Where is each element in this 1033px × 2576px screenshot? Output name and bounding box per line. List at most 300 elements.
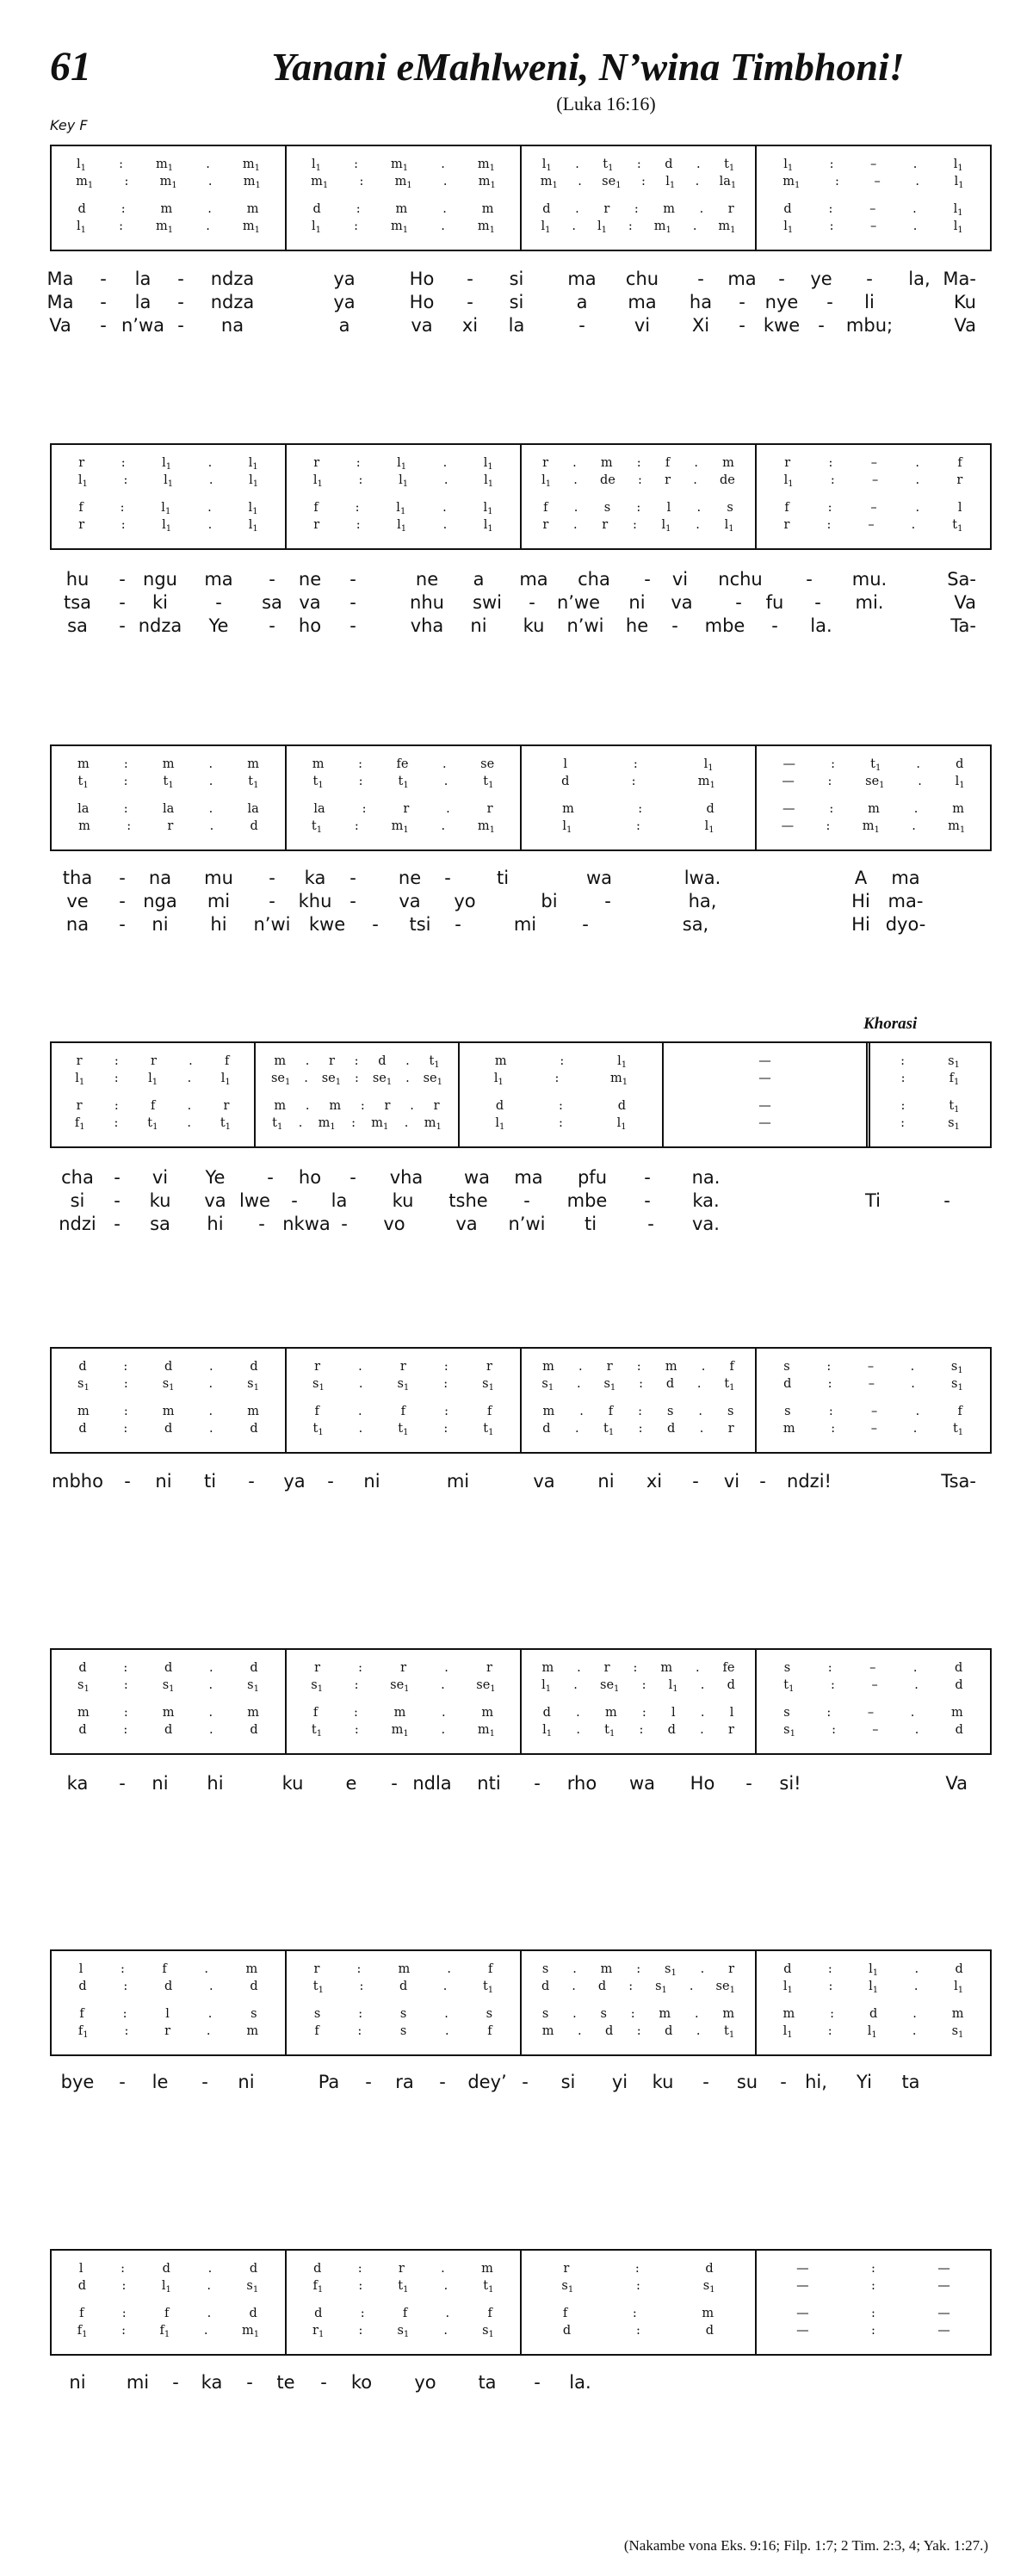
lyric-syllable: Va — [954, 315, 976, 336]
solfa-note: r — [665, 473, 671, 487]
solfa-note: $s_1$ — [247, 1678, 259, 1694]
solfa-note: $s_1$ — [655, 1980, 667, 1995]
solfa-note: : — [114, 1116, 119, 1130]
lyric-line — [50, 615, 992, 639]
solfa-note: . — [912, 2007, 917, 2021]
solfa-note: f — [665, 456, 671, 470]
lyric-syllable: - — [269, 615, 275, 636]
voice-row — [60, 1721, 276, 1739]
solfa-note: d — [666, 1422, 676, 1436]
hymn-number: 61 — [50, 44, 91, 90]
lyric-syllable: ti — [496, 868, 510, 888]
solfa-note: : — [127, 819, 132, 833]
voice-row — [295, 2322, 511, 2339]
solfa-note: $s_1$ — [541, 1377, 554, 1393]
lyric-syllable: bi — [541, 891, 558, 911]
solfa-note: $l_1$ — [484, 473, 494, 489]
solfa-note: : — [121, 2262, 125, 2276]
solfa-note: . — [700, 1706, 705, 1720]
solfa-note: . — [913, 802, 919, 816]
staff-system — [50, 443, 992, 550]
solfa-note: s — [783, 1360, 790, 1374]
solfa-note: : — [123, 1377, 128, 1391]
solfa-note: : — [356, 518, 361, 532]
solfa-note: m — [274, 1099, 287, 1113]
lyric-syllable: ku — [392, 1190, 414, 1211]
solfa-note: : — [828, 1980, 833, 1993]
solfa-note: : — [119, 158, 123, 171]
lyric-syllable: - — [582, 914, 589, 935]
voice-row — [530, 1375, 746, 1393]
solfa-note: m — [562, 802, 574, 816]
solfa-note: . — [187, 1116, 191, 1130]
voice-row — [60, 2023, 276, 2040]
voice-row — [530, 2260, 746, 2277]
solfa-note: $se_1$ — [476, 1678, 496, 1694]
lyric-syllable: - — [739, 315, 745, 336]
solfa-note: . — [443, 2324, 448, 2338]
lyric-syllable: n’we — [556, 592, 601, 613]
solfa-note: $l_1$ — [77, 158, 87, 173]
lyric-syllable: si — [509, 269, 524, 289]
solfa-note: $t_1$ — [952, 1422, 964, 1437]
solfa-note: d — [705, 2262, 714, 2276]
lyric-syllable: sa — [150, 1214, 170, 1234]
solfa-note: . — [915, 501, 920, 515]
voice-row — [530, 1358, 746, 1375]
lyric-syllable: - — [119, 592, 126, 613]
voice-row — [765, 1403, 981, 1420]
solfa-note: $f_1$ — [77, 2024, 89, 2040]
solfa-note: – — [870, 158, 877, 171]
lyric-syllable: vi — [634, 315, 651, 336]
solfa-note: m — [246, 202, 259, 216]
solfa-note: $t_1$ — [724, 158, 735, 173]
voice-row — [295, 156, 511, 173]
lyric-syllable: yo — [414, 2372, 436, 2393]
solfa-note: f — [164, 2307, 170, 2320]
lyric-syllable: la. — [569, 2372, 591, 2393]
solfa-note: f — [314, 1405, 319, 1418]
lyric-syllable: ho — [298, 1167, 322, 1188]
solfa-note: : — [633, 1661, 638, 1675]
solfa-note: . — [443, 473, 448, 487]
lyric-syllable: ra — [395, 2072, 414, 2092]
solfa-note: r — [602, 518, 609, 532]
solfa-note: . — [916, 757, 921, 771]
solfa-note: . — [700, 1723, 704, 1737]
solfa-note: : — [638, 802, 643, 816]
solfa-note: . — [912, 1422, 918, 1436]
solfa-note: r — [313, 456, 320, 470]
lyric-syllable: - — [327, 1471, 334, 1492]
solfa-note: d — [164, 1422, 173, 1436]
solfa-note: . — [208, 775, 213, 788]
voice-row — [295, 218, 511, 235]
solfa-note: d — [164, 1360, 173, 1374]
lyric-syllable: - — [269, 868, 275, 888]
solfa-note: . — [912, 819, 916, 833]
voice-row — [530, 499, 746, 516]
voice-row — [295, 1375, 511, 1393]
solfa-note: r — [727, 1422, 734, 1436]
lyric-syllable: sa — [262, 592, 282, 613]
solfa-note: . — [206, 158, 210, 171]
lyric-syllable: ya — [333, 292, 356, 312]
solfa-note: f — [487, 1405, 492, 1418]
solfa-note: $l_1$ — [483, 501, 493, 516]
solfa-note: : — [829, 802, 834, 816]
measure — [755, 146, 990, 250]
lyric-syllable: ma — [519, 569, 548, 590]
solfa-note: m — [950, 1706, 963, 1720]
lyric-syllable: - — [349, 592, 356, 613]
lyric-syllable: tsa — [63, 592, 92, 613]
voice-row — [765, 516, 981, 534]
lyric-syllable: - — [455, 914, 461, 935]
solfa-note: : — [636, 2324, 640, 2338]
measure — [52, 1650, 285, 1753]
solfa-note: . — [572, 456, 577, 470]
solfa-note: : — [630, 2007, 635, 2021]
voice-row — [672, 1053, 857, 1070]
solfa-note: $m_1$ — [391, 219, 409, 235]
solfa-note: $m_1$ — [242, 158, 260, 173]
solfa-note: $m_1$ — [391, 1723, 409, 1739]
lyric-syllable: nchu — [718, 569, 763, 590]
solfa-note: . — [915, 1405, 920, 1418]
solfa-note: d — [955, 1962, 963, 1976]
voice-row — [295, 499, 511, 516]
lyric-syllable: tshe — [448, 1190, 488, 1211]
solfa-note: . — [699, 202, 704, 216]
solfa-note: : — [900, 1072, 906, 1085]
solfa-note: . — [915, 456, 919, 470]
solfa-note: : — [871, 2262, 875, 2276]
solfa-note: m — [951, 2007, 964, 2021]
solfa-note: r — [76, 1099, 83, 1113]
voice-row — [60, 2005, 276, 2023]
lyric-syllable: ma- — [888, 891, 924, 911]
solfa-note: $t_1$ — [483, 2279, 494, 2295]
solfa-note: $l_1$ — [397, 518, 407, 534]
solfa-note: . — [912, 219, 918, 233]
lyric-syllable: sa — [67, 615, 88, 636]
solfa-note: $l_1$ — [541, 219, 551, 235]
measure — [755, 1951, 990, 2054]
solfa-note: s — [541, 1962, 549, 1976]
solfa-note: $l_1$ — [483, 518, 493, 534]
solfa-note: . — [577, 1661, 581, 1675]
lyric-syllable: Ye — [205, 1167, 226, 1188]
solfa-note: : — [827, 1962, 832, 1976]
lyric-syllable: Va — [49, 315, 71, 336]
staff-system — [50, 145, 992, 251]
voice-row — [60, 1978, 276, 1995]
lyric-syllable: ne — [298, 569, 322, 590]
solfa-note: $t_1$ — [870, 757, 881, 773]
solfa-note: s — [600, 2007, 607, 2021]
solfa-note: . — [914, 1723, 919, 1737]
voice-row — [530, 800, 746, 818]
solfa-note: . — [575, 202, 579, 216]
solfa-note: : — [636, 819, 640, 833]
lyric-syllable: la. — [810, 615, 832, 636]
solfa-note: d — [783, 202, 792, 216]
lyrics-block — [50, 2372, 992, 2395]
solfa-note: la — [313, 802, 325, 816]
voice-row — [264, 1115, 449, 1132]
solfa-note: r — [542, 456, 548, 470]
solfa-note: fe — [396, 757, 409, 771]
solfa-note: . — [208, 802, 213, 816]
solfa-note: . — [576, 1723, 580, 1737]
solfa-note: s — [784, 1405, 791, 1418]
staff-system — [50, 1648, 992, 1755]
lyric-syllable: mi — [513, 914, 537, 935]
lyric-syllable: - — [124, 1471, 131, 1492]
solfa-note: : — [355, 501, 360, 515]
solfa-note: d — [250, 1360, 258, 1374]
lyric-line — [50, 868, 992, 891]
solfa-note: : — [123, 1678, 128, 1692]
voice-row — [60, 218, 276, 235]
solfa-note: r — [76, 1054, 83, 1068]
solfa-note: m — [312, 757, 325, 771]
solfa-note: . — [445, 2024, 449, 2038]
lyric-syllable: mbe — [566, 1190, 608, 1211]
solfa-note: f — [162, 1962, 167, 1976]
lyric-line — [50, 2372, 992, 2395]
lyric-syllable: si — [70, 1190, 85, 1211]
measure — [520, 1951, 755, 2054]
solfa-note: d — [665, 2024, 673, 2038]
solfa-note: : — [443, 1360, 448, 1374]
voice-row — [60, 1375, 276, 1393]
voice-row — [295, 1403, 511, 1420]
solfa-note: $l_1$ — [703, 757, 714, 773]
solfa-note: d — [77, 2279, 87, 2293]
lyric-syllable: fu — [765, 592, 784, 613]
lyric-syllable: - — [780, 2072, 787, 2092]
solfa-note: la — [162, 802, 175, 816]
measure — [52, 1043, 254, 1146]
solfa-note: m — [604, 1706, 617, 1720]
solfa-note: s — [399, 2007, 407, 2021]
solfa-note: . — [208, 757, 213, 771]
solfa-note: $s_1$ — [482, 1377, 494, 1393]
lyric-syllable: Ti — [864, 1190, 881, 1211]
solfa-note: . — [206, 219, 210, 233]
solfa-note: m — [162, 757, 175, 771]
solfa-note: m — [868, 802, 880, 816]
solfa-note: : — [354, 1678, 359, 1692]
measure — [254, 1043, 458, 1146]
lyric-syllable: va — [533, 1471, 555, 1492]
solfa-note: m — [160, 202, 173, 216]
solfa-note: . — [358, 1360, 362, 1374]
lyric-syllable: - — [248, 1471, 255, 1492]
solfa-note: : — [634, 202, 639, 216]
solfa-note: . — [573, 501, 578, 515]
solfa-note: – — [870, 219, 877, 233]
solfa-note: $se_1$ — [390, 1678, 410, 1694]
solfa-note: $t_1$ — [312, 1422, 324, 1437]
lyric-syllable: Va — [945, 1773, 968, 1794]
solfa-note: r — [486, 1360, 492, 1374]
solfa-note: . — [405, 1072, 410, 1085]
solfa-note: . — [443, 2279, 448, 2293]
lyric-syllable: - — [258, 1214, 265, 1234]
lyric-syllable: wa — [628, 1773, 656, 1794]
lyric-syllable: - — [201, 2072, 208, 2092]
solfa-note: . — [442, 501, 447, 515]
solfa-note: d — [605, 2024, 614, 2038]
solfa-note: f — [402, 2307, 408, 2320]
lyrics-block — [50, 569, 992, 639]
solfa-note: . — [209, 819, 214, 833]
lyric-syllable: wa — [585, 868, 613, 888]
solfa-note: d — [667, 1723, 676, 1737]
lyric-syllable: vi — [152, 1167, 169, 1188]
voice-row — [60, 1070, 245, 1087]
solfa-note: m — [659, 2007, 671, 2021]
voice-row — [60, 1961, 276, 1978]
solfa-note: : — [827, 1377, 832, 1391]
solfa-note: $t_1$ — [952, 518, 963, 534]
voice-row — [530, 1659, 746, 1677]
solfa-note: : — [122, 2007, 127, 2021]
voice-row — [530, 773, 746, 790]
measure — [285, 445, 520, 548]
solfa-note: $m_1$ — [478, 175, 496, 190]
solfa-note: s — [783, 1661, 791, 1675]
solfa-note: $la_1$ — [719, 175, 737, 190]
solfa-note: $l_1$ — [783, 473, 794, 489]
solfa-note: m — [162, 1405, 175, 1418]
lyric-syllable: si! — [779, 1773, 801, 1794]
solfa-note: d — [542, 1422, 551, 1436]
voice-row — [879, 1115, 981, 1132]
lyric-syllable: - — [578, 315, 585, 336]
solfa-note: . — [575, 158, 579, 171]
solfa-note: $m_1$ — [610, 1072, 628, 1087]
voice-row — [295, 1704, 511, 1721]
solfa-note: d — [542, 202, 551, 216]
solfa-note: : — [351, 1116, 356, 1130]
voice-row — [765, 1659, 981, 1677]
solfa-note: d — [78, 1360, 87, 1374]
solfa-note: $se_1$ — [715, 1980, 735, 1995]
solfa-note: : — [831, 1422, 836, 1436]
solfa-note: $t_1$ — [248, 775, 259, 790]
measure — [755, 445, 990, 548]
lyric-syllable: su — [736, 2072, 758, 2092]
solfa-note: . — [572, 2007, 577, 2021]
lyric-syllable: Ma — [46, 269, 74, 289]
voice-row — [60, 1097, 245, 1115]
lyric-syllable: Ta- — [950, 615, 976, 636]
solfa-note: f — [957, 1405, 962, 1418]
lyric-syllable: ki — [152, 592, 168, 613]
hymn-header — [50, 41, 997, 93]
solfa-note: f — [608, 1405, 614, 1418]
solfa-note: : — [123, 1405, 128, 1418]
lyric-syllable: ndla — [412, 1773, 452, 1794]
lyric-syllable: - — [644, 569, 651, 590]
lyric-syllable: ma — [514, 1167, 543, 1188]
solfa-note: $l_1$ — [161, 501, 171, 516]
solfa-note: : — [355, 1072, 359, 1085]
solfa-note: $t_1$ — [949, 1099, 960, 1115]
solfa-note: d — [250, 1661, 258, 1675]
lyric-syllable: Va — [954, 592, 976, 613]
solfa-note: d — [399, 1980, 408, 1993]
solfa-note: . — [208, 1706, 213, 1720]
lyric-syllable: khu — [298, 891, 332, 911]
chorus-label: Khorasi — [863, 1015, 918, 1033]
solfa-note: $m_1$ — [653, 219, 671, 235]
solfa-note: m — [77, 757, 90, 771]
solfa-note: $l_1$ — [396, 501, 406, 516]
solfa-note: f — [957, 456, 962, 470]
solfa-note: m — [77, 1706, 90, 1720]
solfa-note: m — [542, 1360, 554, 1374]
lyric-line — [50, 1214, 992, 1237]
solfa-note: . — [207, 202, 212, 216]
lyric-syllable: a — [576, 292, 588, 312]
solfa-note: r — [400, 1661, 407, 1675]
lyric-syllable: - — [778, 269, 785, 289]
solfa-note: . — [700, 1678, 705, 1692]
lyric-syllable: e — [345, 1773, 357, 1794]
solfa-note: . — [442, 175, 448, 188]
solfa-note: $l_1$ — [541, 1678, 552, 1694]
lyric-syllable: ne — [415, 569, 439, 590]
solfa-note: d — [78, 1723, 87, 1737]
solfa-note: : — [827, 501, 832, 515]
solfa-note: : — [120, 501, 125, 515]
lyric-syllable: - — [177, 269, 184, 289]
voice-row — [765, 499, 981, 516]
solfa-note: : — [114, 1099, 119, 1113]
solfa-note: : — [443, 1422, 448, 1436]
lyric-syllable: hi — [210, 914, 227, 935]
solfa-note: : — [636, 456, 641, 470]
lyric-syllable: ka — [304, 868, 326, 888]
voice-row — [530, 1420, 746, 1437]
solfa-note: f — [400, 1405, 406, 1418]
solfa-note: d — [78, 1422, 87, 1436]
solfa-note: . — [918, 775, 922, 788]
solfa-note: : — [358, 2324, 363, 2338]
lyric-syllable: Tsa- — [941, 1471, 976, 1492]
solfa-note: : — [826, 819, 831, 833]
voice-row — [468, 1053, 653, 1070]
solfa-note: m — [952, 802, 964, 816]
lyric-syllable: le — [152, 2072, 169, 2092]
lyric-syllable: - — [771, 615, 778, 636]
lyric-syllable: Hi — [851, 891, 870, 911]
solfa-note: $t_1$ — [603, 158, 614, 173]
voice-row — [530, 2305, 746, 2322]
solfa-note: . — [357, 1405, 362, 1418]
lyric-syllable: yi — [611, 2072, 628, 2092]
solfa-note: : — [119, 219, 123, 233]
solfa-note: – — [867, 1706, 875, 1720]
solfa-note: . — [203, 2324, 208, 2338]
lyric-syllable: tsi — [409, 914, 431, 935]
